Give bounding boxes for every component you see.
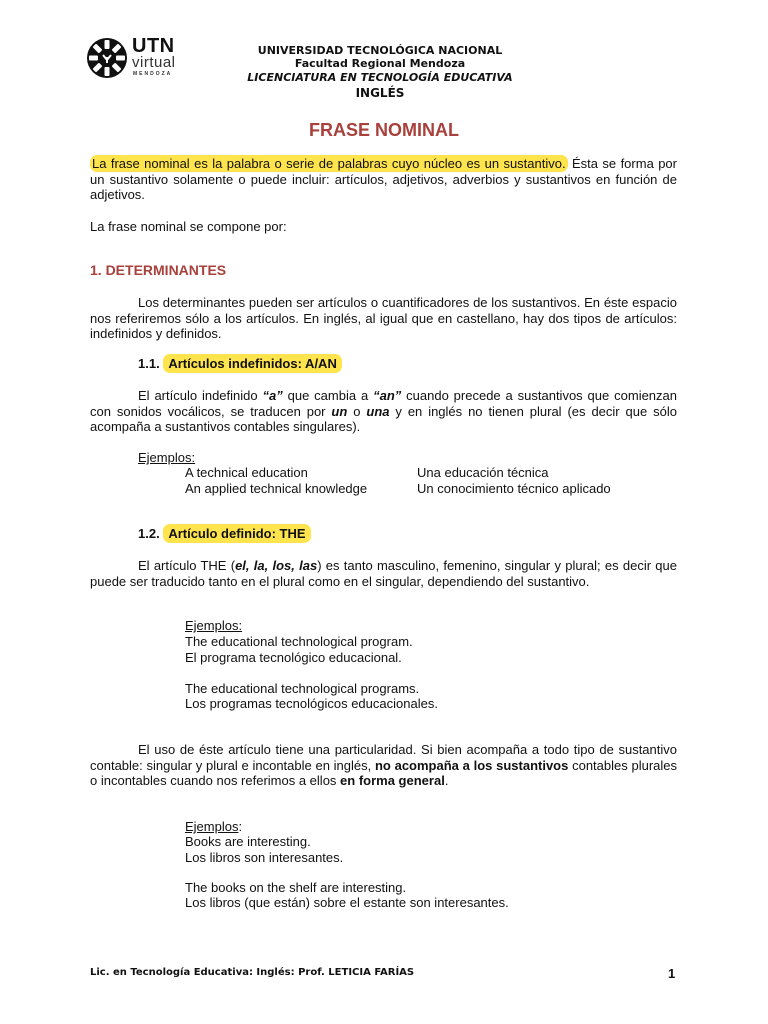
intro-paragraph (90, 156, 677, 203)
word-un: un (331, 403, 348, 419)
example-line-1: The educational technological program. (185, 634, 413, 649)
particularidad-text-a: El uso de éste artículo tiene una particularidad. Si bien acompaña a todo tipo de sustantivo contable: singular y plural e incontable en inglés, (90, 742, 677, 773)
subheading-articulo-definido (138, 526, 311, 542)
indefinidos-text-a: El artículo indefinido (138, 388, 263, 403)
subheading-articulos-indefinidos (138, 356, 342, 372)
particularidad-paragraph (90, 742, 677, 789)
example-es-1: Una educación técnica (417, 465, 549, 480)
article-a: “a” (262, 388, 283, 403)
indefinidos-text-b: que cambia a (282, 388, 374, 403)
definido-text-a: El artículo THE ( (138, 558, 236, 573)
word-una: una (366, 403, 390, 419)
spanish-articles: el, la, los, las (235, 558, 318, 573)
particularidad-bold-1: no acompaña a los sustantivos (374, 757, 569, 773)
examples-label-1: Ejemplos: (138, 450, 196, 465)
logo-wordmark (132, 36, 202, 80)
particularidad-bold-2: en forma general (340, 773, 445, 788)
logo-virtual-text: virtual (132, 54, 176, 71)
example-line-7: The books on the shelf are interesting. (185, 880, 407, 895)
example-es-2: Un conocimiento técnico aplicado (417, 481, 611, 496)
definido-text-b: ) es tanto masculino, femenino, singular y plural; es decir que puede ser traducido tanto en el plural como en el singular, dependiendo del sustantivo. (90, 558, 677, 589)
example-line-4: Los programas tecnológicos educacionales. (185, 696, 438, 711)
examples-label-3 (185, 819, 242, 835)
logo-utn-text: UTN (132, 35, 175, 57)
utn-virtual-logo (86, 36, 196, 80)
faculty-name: Facultad Regional Mendoza (294, 57, 466, 70)
examples-label-3-colon: : (238, 819, 243, 834)
subheading-label: Artículos indefinidos: A/AN (163, 354, 342, 373)
subject-name: INGLÉS (355, 86, 405, 100)
indefinidos-text-c: cuando precede a sustantivos que comienzan con sonidos vocálicos, se traducen por (90, 388, 677, 419)
article-an: “an” (373, 388, 402, 403)
subheading-label: Artículo definido: THE (163, 524, 310, 543)
definido-paragraph (90, 558, 677, 589)
section-heading-determinantes: 1. DETERMINANTES (90, 262, 227, 278)
logo-city-text: MENDOZA (133, 71, 173, 77)
university-name: UNIVERSIDAD TECNOLÓGICA NACIONAL (257, 44, 503, 57)
page-number: 1 (668, 966, 676, 981)
examples-label-2: Ejemplos: (185, 618, 243, 633)
example-line-5: Books are interesting. (185, 834, 311, 849)
word-o: o (347, 403, 367, 419)
example-en-1: A technical education (185, 465, 308, 480)
subheading-number: 1.2. (138, 526, 160, 541)
examples-label-3-text: Ejemplos (185, 819, 239, 834)
example-en-2: An applied technical knowledge (185, 481, 368, 496)
indefinidos-paragraph (90, 388, 677, 435)
subheading-number: 1.1. (138, 356, 160, 371)
example-line-2: El programa tecnológico educacional. (185, 650, 402, 665)
example-line-6: Los libros son interesantes. (185, 850, 344, 865)
indefinidos-text-d: y en inglés no tienen plural (es decir que sólo acompaña a sustantivos contables singulares). (90, 403, 677, 434)
particularidad-text-b: contables plurales o incontables cuando nos referimos a ellos (90, 757, 677, 788)
page-title: FRASE NOMINAL (309, 120, 459, 140)
intro-rest: Ésta se forma por un sustantivo solamente o puede incluir: artículos, adjetivos, adverbios y sustantivos en función de adjetivos. (90, 156, 677, 202)
determinantes-paragraph (90, 295, 677, 342)
utn-emblem-icon (86, 37, 128, 79)
page-footer: Lic. en Tecnología Educativa: Inglés: Prof. LETICIA FARÍAS (90, 967, 415, 978)
intro-highlight: La frase nominal es la palabra o serie de palabras cuyo núcleo es un sustantivo. (92, 156, 566, 171)
particularidad-text-c: . (444, 773, 449, 788)
intro-compone: La frase nominal se compone por: (90, 219, 287, 234)
degree-name: LICENCIATURA EN TECNOLOGÍA EDUCATIVA (247, 71, 513, 84)
example-line-3: The educational technological programs. (185, 681, 420, 696)
determinantes-text: Los determinantes pueden ser artículos o cuantificadores de los sustantivos. En éste espacio nos referiremos sólo a los artículos. En inglés, al igual que en castellano, hay dos tipos de artículos: indefinidos y definidos. (90, 295, 677, 341)
example-line-8: Los libros (que están) sobre el estante son interesantes. (185, 895, 509, 910)
